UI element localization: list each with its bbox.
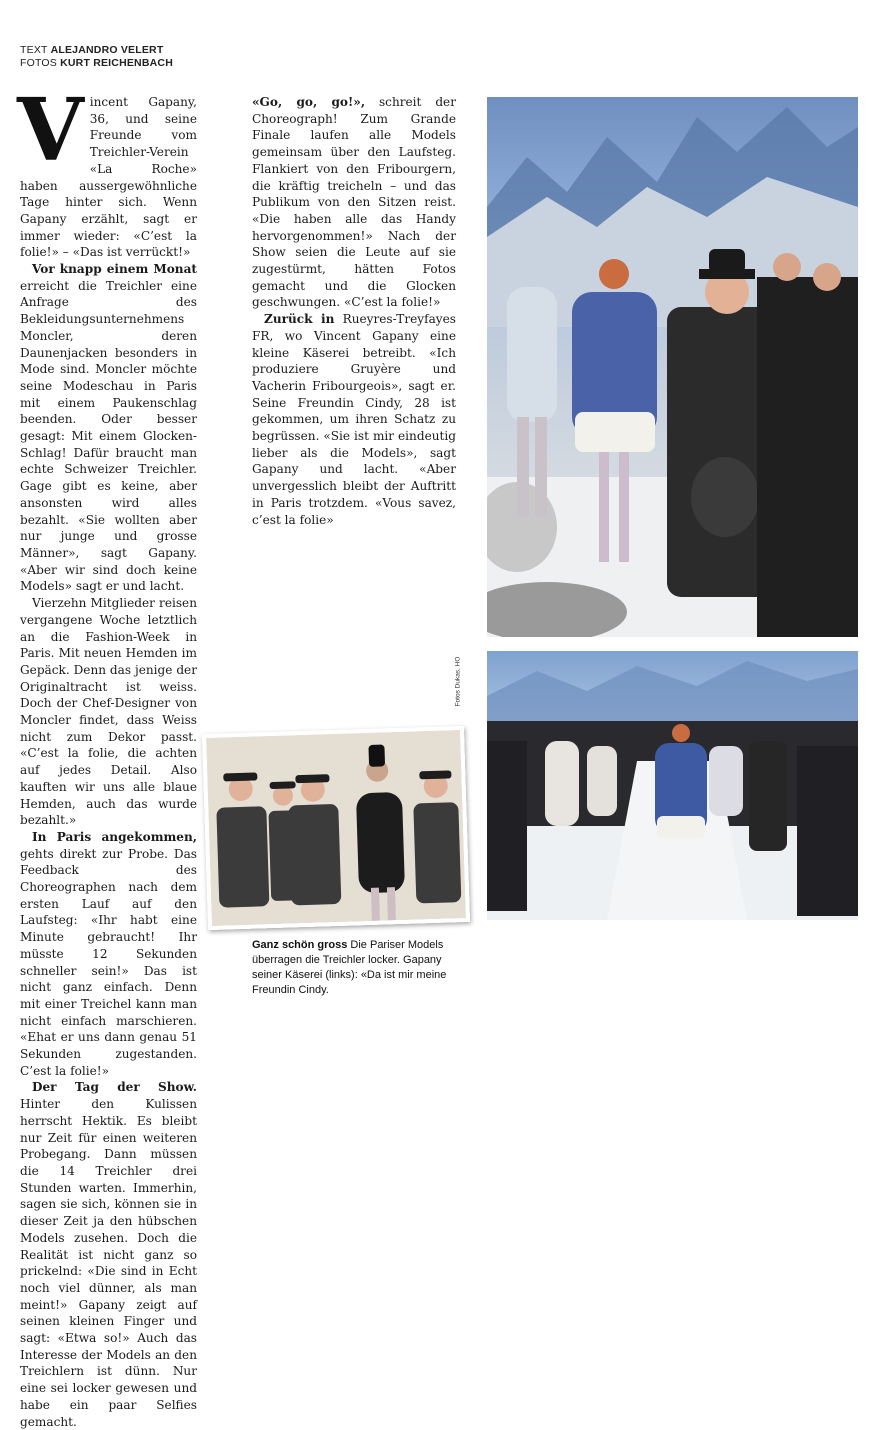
photo-credit: Fotos Dukas, HO — [454, 656, 462, 707]
runway-illustration-finale — [487, 651, 858, 920]
paragraph-6: «Go, go, go!», schreit der Choreograph! Zum Grande Finale laufen alle Models gemeinsam über den Laufsteg. Flankiert von den Fribourgern, die kräftig treicheln – und das Publikum von den Sitzen reist. «Die haben alle das Handy hervorgenommen!» Nach der Show seien die Leute auf sie zugestürmt, hätten Fotos gemacht und die Glocken geschwungen. «C’est la folie!» — [252, 95, 456, 310]
backstage-photo — [202, 726, 470, 930]
photo-caption — [252, 938, 462, 998]
author-credits — [20, 44, 173, 70]
backstage-illustration — [206, 730, 466, 926]
drop-cap: V — [17, 80, 84, 181]
runway-photo-finale — [487, 651, 858, 920]
text-credit: TEXT ALEJANDRO VELERT — [20, 44, 164, 56]
caption-lead: Ganz schön gross — [252, 939, 348, 951]
paragraph-7: Zurück in Rueyres-Treyfayes FR, wo Vincent Gapany eine kleine Käserei betreibt. «Ich produziere Gruyère und Vacherin Fribourgeois», sagt er. Seine Freundin Cindy, 28 ist gekommen, um ihren Schatz zu begrüssen. «Sie ist mir eindeutig lieber als die Models», sagt Gapany und lacht. «Aber unvergesslich bleibt der Auftritt in Paris trotzdem. «Vous savez, c’est la folie» — [252, 312, 456, 527]
photo-credit-line: FOTOS KURT REICHENBACH — [20, 57, 173, 69]
paragraph-3: Vierzehn Mitglieder reisen vergangene Woche letztlich an die Fashion-Week in Paris. Mit neuen Hemden im Gepäck. Denn das jenige der Originaltracht ist weiss. Doch der Chef-Designer von Moncler findet, dass Weiss nicht zum Dekor passt. «C’est la folie, die achten auf jedes Detail. Also kauften wir uns alle blaue Hemden, auch das wurde bezahlt.» — [20, 596, 197, 828]
runway-illustration-main — [487, 97, 858, 637]
paragraph-5: Der Tag der Show. Hinter den Kulissen herrscht Hektik. Es bleibt nur Zeit für einen weiteren Probegang. Dann müssen die 14 Treichler drei Stunden warten. Immerhin, sagen sie sich, können sie in dieser Zeit ja den hübschen Models zusehen. Doch die Realität ist nicht ganz so prickelnd: «Die sind in Echt noch viel dünner, als man meint!» Gapany zeigt auf seinen kleinen Finger und sagt: «Etwa so!» Auch das Interesse der Models an den Treichlern ist dünn. Nur eine sei locker gewesen und habe ein paar Selfies gemacht. — [20, 1080, 197, 1429]
paragraph-4: In Paris angekommen, gehts direkt zur Probe. Das Feedback des Choreographen nach dem ersten Lauf auf den Laufsteg: «Ihr habt eine Minute gebraucht! Ihr müsste 12 Sekunden schneller sein!» Das ist nicht ganz einfach. Denn mit einer Treichel kann man nicht einfach marschieren. «Ehat er uns dann genau 51 Sekunden zugestanden. C’est la folie!» — [20, 829, 197, 1078]
photo-author: KURT REICHENBACH — [60, 57, 173, 69]
text-author: ALEJANDRO VELERT — [50, 44, 164, 56]
article-column-1 — [17, 80, 197, 1430]
runway-photo-main — [487, 97, 858, 637]
caption-text: Die Pariser Models überragen die Treichler locker. Gapany seiner Käserei (links): «Da ist mir meine Freundin Cindy. — [252, 939, 447, 996]
paragraph-2: Vor knapp einem Monat erreicht die Treichler eine Anfrage des Bekleidungsunternehmens Moncler, deren Daunenjacken besonders in Mode sind. Moncler möchte seine Modeschau in Paris mit einem Paukenschlag beenden. Oder besser gesagt: Mit einem Glocken-Schlag! Dafür braucht man echte Schweizer Treichler. Gage gibt es keine, aber ansonsten wird alles bezahlt. «Sie wollten aber nur junge und grosse Männer», sagt Gapany. «Aber wir sind doch keine Models» sagt er und lacht. — [20, 262, 197, 594]
paragraph-1: Vincent Gapany, 36, und seine Freunde vom Treichler-Verein «La Roche» haben aussergewöhnliche Tage hinter sich. Wenn Gapany erzählt, sagt er immer wieder: «C’est la folie!» – «Das ist verrückt!» — [17, 80, 197, 260]
article-column-2 — [252, 94, 456, 528]
